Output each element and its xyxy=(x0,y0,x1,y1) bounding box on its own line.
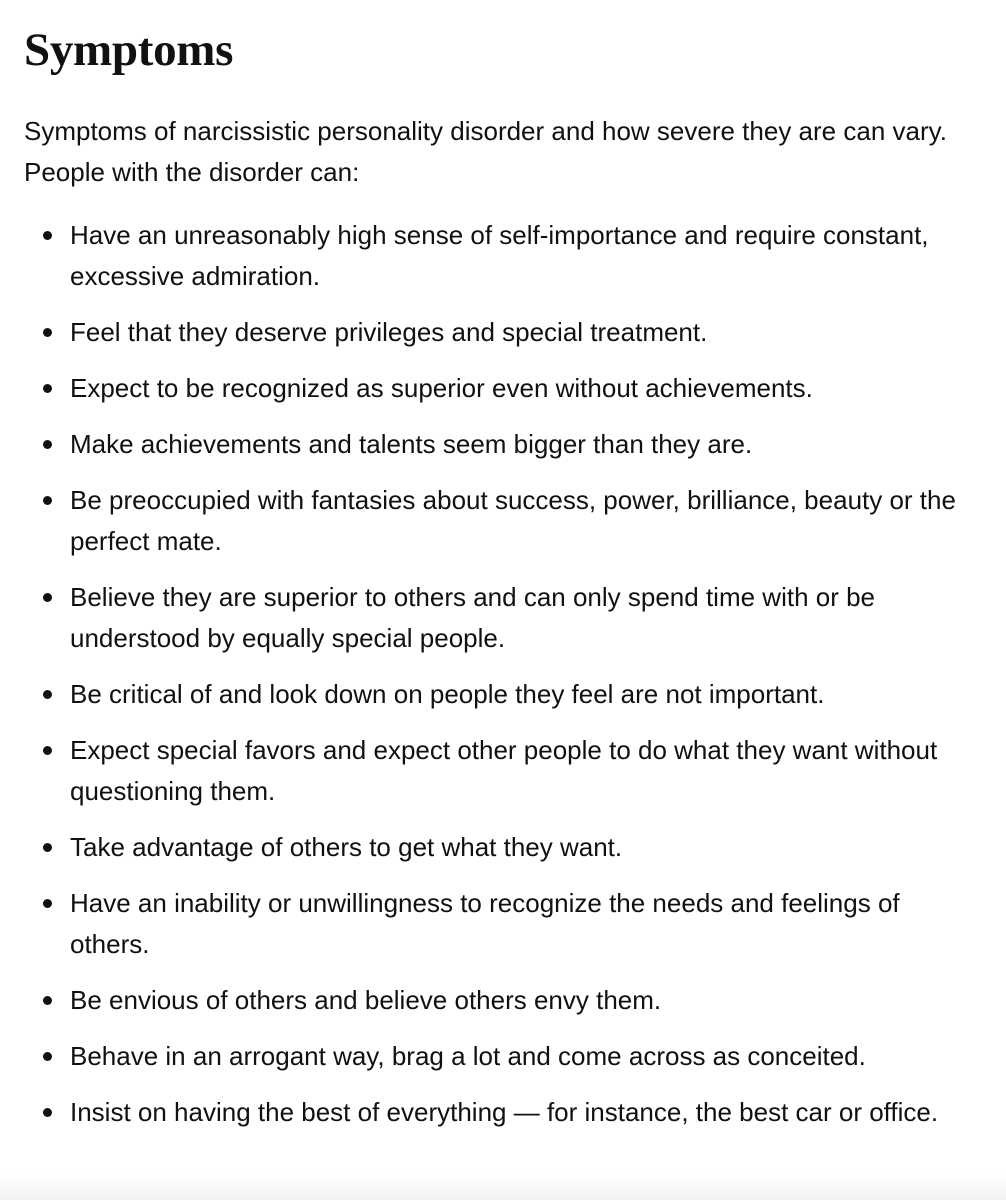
list-item xyxy=(24,577,984,659)
list-item xyxy=(24,424,984,465)
bullet-icon xyxy=(43,440,52,449)
list-item xyxy=(24,312,984,353)
bullet-icon xyxy=(43,1052,52,1061)
bullet-icon xyxy=(43,496,52,505)
list-item-text: Believe they are superior to others and can only spend time with or be understood by equally special people. xyxy=(70,582,876,653)
list-item xyxy=(24,215,984,297)
section-title: Symptoms xyxy=(24,24,234,76)
list-item-text: Have an inability or unwillingness to recognize the needs and feelings of others. xyxy=(70,888,900,959)
list-item-text: Behave in an arrogant way, brag a lot and come across as conceited. xyxy=(70,1041,866,1071)
list-item-text: Make achievements and talents seem bigger than they are. xyxy=(70,429,753,459)
bullet-icon xyxy=(43,690,52,699)
list-item-text: Expect special favors and expect other people to do what they want without questioning them. xyxy=(70,735,938,806)
bullet-icon xyxy=(43,231,52,240)
list-item xyxy=(24,674,984,715)
bullet-icon xyxy=(43,746,52,755)
list-item xyxy=(24,980,984,1021)
list-item-text: Be preoccupied with fantasies about success, power, brilliance, beauty or the perfect mate. xyxy=(70,485,956,556)
bullet-icon xyxy=(43,843,52,852)
bullet-icon xyxy=(43,328,52,337)
bullet-icon xyxy=(43,593,52,602)
list-item-text: Expect to be recognized as superior even without achievements. xyxy=(70,373,813,403)
list-item xyxy=(24,480,984,562)
symptoms-section xyxy=(24,22,984,1148)
list-item xyxy=(24,883,984,965)
list-item-text: Be envious of others and believe others envy them. xyxy=(70,985,662,1015)
list-item xyxy=(24,1036,984,1077)
list-item-text: Have an unreasonably high sense of self-importance and require constant, excessive admiration. xyxy=(70,220,929,291)
list-item-text: Feel that they deserve privileges and special treatment. xyxy=(70,317,708,347)
intro-paragraph: Symptoms of narcissistic personality disorder and how severe they are can vary. People with the disorder can: xyxy=(24,116,947,187)
list-item xyxy=(24,827,984,868)
list-item xyxy=(24,368,984,409)
list-item xyxy=(24,730,984,812)
list-item-text: Take advantage of others to get what they want. xyxy=(70,832,623,862)
bottom-fade xyxy=(0,1174,1006,1200)
bullet-icon xyxy=(43,384,52,393)
list-item-text: Insist on having the best of everything — for instance, the best car or office. xyxy=(70,1097,939,1127)
bullet-icon xyxy=(43,1108,52,1117)
bullet-icon xyxy=(43,996,52,1005)
symptoms-list xyxy=(24,215,984,1133)
bullet-icon xyxy=(43,899,52,908)
list-item xyxy=(24,1092,984,1133)
list-item-text: Be critical of and look down on people they feel are not important. xyxy=(70,679,825,709)
